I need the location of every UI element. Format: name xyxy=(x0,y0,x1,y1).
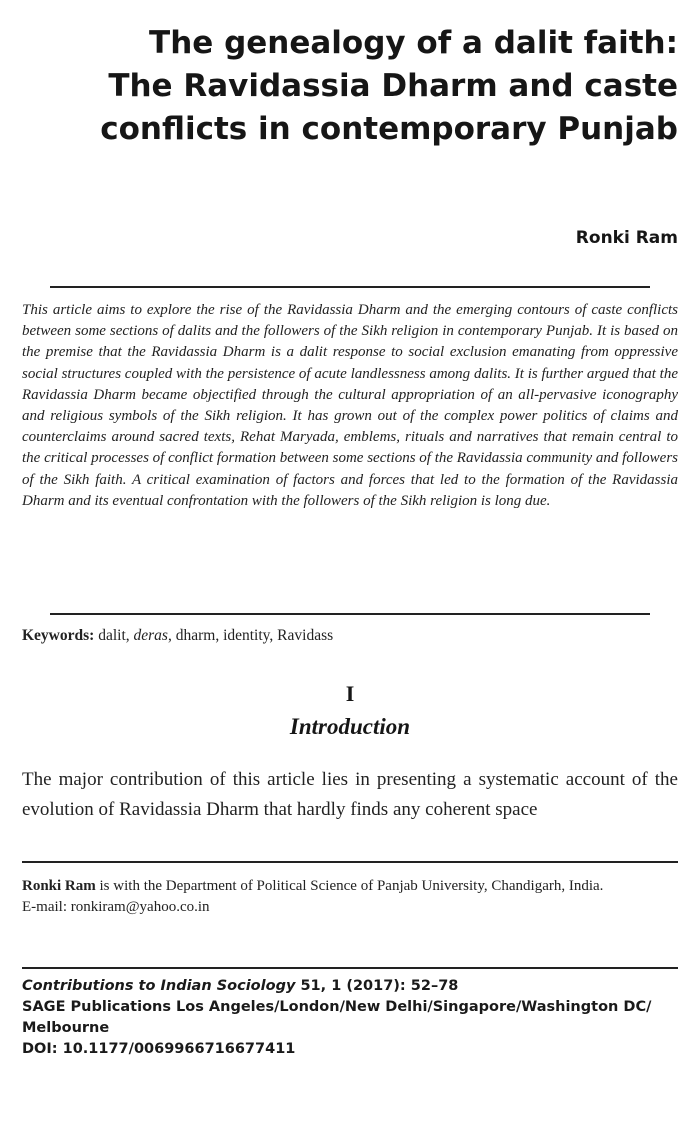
title-line-2: The Ravidassia Dharm and caste xyxy=(108,68,678,104)
author-name: Ronki Ram xyxy=(575,228,678,248)
journal-rule xyxy=(22,967,678,969)
keywords-label: Keywords: xyxy=(22,627,95,644)
abstract-bottom-rule xyxy=(50,613,650,615)
journal-citation xyxy=(22,976,678,997)
title-line-1: The genealogy of a dalit faith: xyxy=(149,25,678,61)
section-title: Introduction xyxy=(289,714,411,739)
keyword-text-2: deras xyxy=(133,627,168,644)
keyword-text-1: dalit, xyxy=(98,627,134,644)
article-title xyxy=(38,22,678,151)
abstract-top-rule xyxy=(50,286,650,288)
section-number: I xyxy=(345,681,355,706)
footnote-affiliation: is with the Department of Political Science of Panjab University, Chandigarh, India. xyxy=(95,878,604,894)
keywords xyxy=(22,627,333,645)
author-footnote xyxy=(22,876,678,918)
journal-name: Contributions to Indian Sociology xyxy=(22,978,296,994)
journal-doi: DOI: 10.1177/0069966716677411 xyxy=(22,1041,296,1057)
footnote-email: E-mail: ronkiram@yahoo.co.in xyxy=(22,899,210,915)
title-line-3: conflicts in contemporary Punjab xyxy=(100,111,678,147)
body-paragraph: The major contribution of this article lies in presenting a systematic account of the evolution of Ravidassia Dharm that hardly finds any coherent space xyxy=(22,769,678,820)
footnote-author-name: Ronki Ram xyxy=(22,878,96,894)
journal-publisher: SAGE Publications Los Angeles/London/New Delhi/Singapore/Washington DC/ Melbourne xyxy=(22,999,652,1036)
abstract: This article aims to explore the rise of the Ravidassia Dharm and the emerging contours of caste conflicts between some sections of dalits and the followers of the Sikh religion in contemporary Punjab. It is based on the premise that the Ravidassia Dharm is a dalit response to social exclusion emanating from oppressive social structures coupled with the persistence of acute landlessness among dalits. It is further argued that the Ravidassia Dharm became objectified through the cultural appropriation of an all-pervasive iconography and religious symbols of the Sikh religion. It has grown out of the complex power politics of claims and counterclaims around sacred texts, Rehat Maryada, emblems, rituals and narratives that remain central to the critical processes of conflict formation between some sections of the Ravidassia community and followers of the Sikh faith. A critical examination of factors and forces that led to the formation of the Ravidassia Dharm and its eventual confrontation with the followers of the Sikh religion is long due. xyxy=(22,302,679,509)
journal-issue: 51, 1 (2017): 52–78 xyxy=(295,978,459,994)
footnote-rule xyxy=(22,861,678,863)
keyword-text-3: , dharm, identity, Ravidass xyxy=(167,627,334,644)
journal-info xyxy=(22,976,678,1060)
